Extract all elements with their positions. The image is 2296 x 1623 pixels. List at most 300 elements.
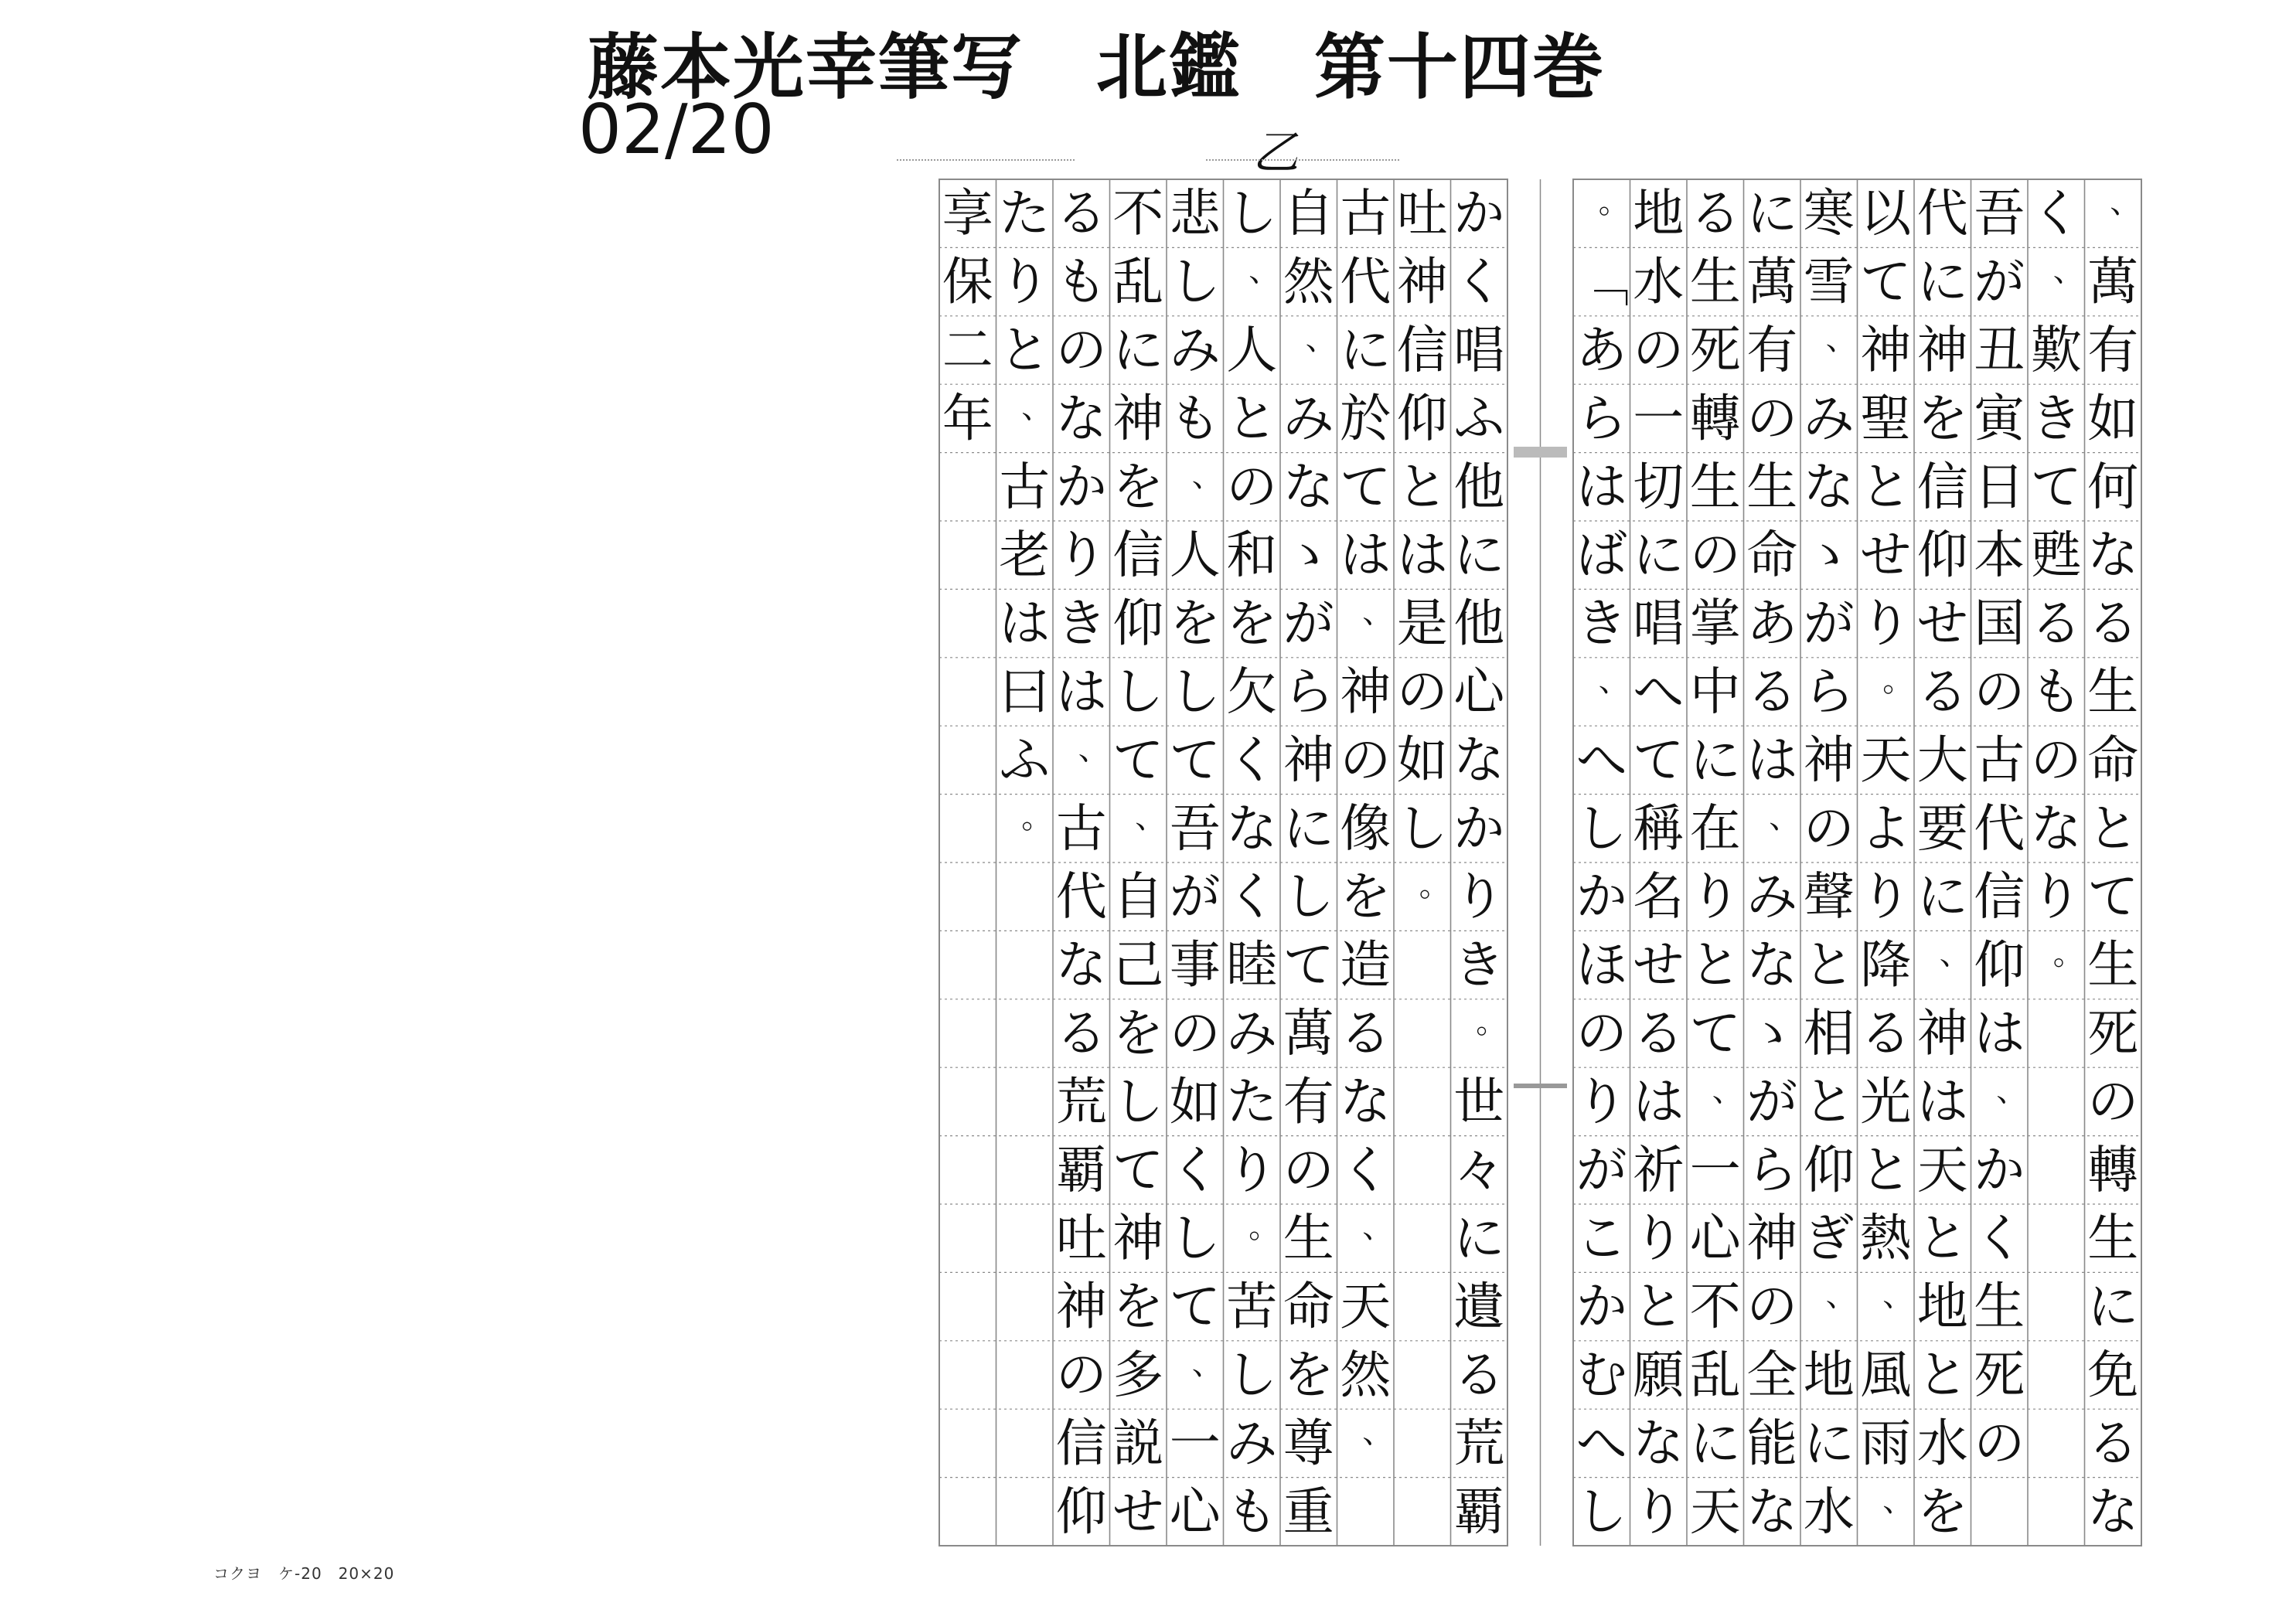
manuscript-char: を [1169,594,1221,654]
manuscript-char: 苦 [1226,1277,1278,1337]
manuscript-char: に [1916,252,1968,312]
manuscript-char: く [1169,1140,1221,1200]
manuscript-char: 免 [2087,1345,2139,1405]
manuscript-char: に [1746,183,1798,243]
manuscript-char: る [2030,594,2082,654]
manuscript-char: か [1974,1140,2025,1200]
manuscript-char: み [1283,388,1334,448]
manuscript-char: 萬 [2087,252,2139,312]
manuscript-char: 生 [1283,1208,1334,1268]
manuscript-char: 重 [1283,1482,1334,1542]
manuscript-char: 代 [1340,252,1392,312]
manuscript-char: く [1340,1140,1392,1200]
manuscript-char: ら [1803,662,1855,722]
manuscript-char: な [1055,935,1107,995]
manuscript-char: に [1689,1413,1741,1473]
manuscript-char: 祈 [1633,1140,1685,1200]
manuscript-char: 降 [1860,935,1912,995]
manuscript-char: 神 [1916,1003,1968,1063]
manuscript-char: を [1112,457,1164,517]
manuscript-char: の [1746,388,1798,448]
manuscript-char: 、 [1825,322,1857,357]
manuscript-char: 、 [1769,799,1800,835]
manuscript-char: 享 [942,183,993,243]
manuscript-char: は [1055,662,1107,722]
manuscript-char: た [999,183,1051,243]
manuscript-char: 神 [1340,662,1392,722]
manuscript-char: に [1283,798,1334,859]
manuscript-text [942,184,2141,1542]
manuscript-char: 有 [1283,1071,1334,1131]
manuscript-char: ふ [1453,388,1505,448]
manuscript-char: 欠 [1226,662,1278,722]
manuscript-char: か [1453,798,1505,859]
manuscript-char: 他 [1453,457,1505,517]
manuscript-char: 神 [1055,1277,1107,1337]
manuscript-char: 寒 [1803,183,1855,243]
manuscript-char: を [1916,1482,1968,1542]
manuscript-char: て [1689,1003,1741,1063]
manuscript-char: ゝ [1803,525,1855,585]
manuscript-char: せ [1112,1482,1164,1542]
manuscript-char: の [1633,320,1685,380]
manuscript-char: も [1226,1482,1278,1542]
manuscript-char: 聲 [1803,866,1855,927]
manuscript-char: た [1226,1071,1278,1131]
manuscript-char: 掌 [1689,594,1741,654]
manuscript-char: 信 [1974,866,2025,927]
manuscript-char: 造 [1340,935,1392,995]
manuscript-char: 仰 [1055,1482,1107,1542]
manuscript-char: に [1453,1208,1505,1268]
manuscript-char: 年 [942,388,993,448]
manuscript-char: あ [1746,594,1798,654]
manuscript-char: み [1226,1003,1278,1063]
manuscript-char: 、 [1882,1482,1914,1519]
manuscript-char: と [1860,1140,1912,1200]
manuscript-char: は [1916,1071,1968,1131]
manuscript-char: く [1226,866,1278,927]
manuscript-char: な [1746,935,1798,995]
manuscript-char: 己 [1112,935,1164,995]
manuscript-char: と [1803,935,1855,995]
manuscript-char: 有 [2087,320,2139,380]
manuscript-char: 熱 [1860,1208,1912,1268]
manuscript-char: も [1169,388,1221,448]
manuscript-char: 萬 [1746,252,1798,312]
manuscript-char: 何 [2087,457,2139,517]
manuscript-char: の [1340,730,1392,790]
manuscript-char: は [1633,1071,1685,1131]
manuscript-char: 雨 [1860,1413,1912,1473]
manuscript-char: な [1633,1413,1685,1473]
manuscript-char: 。 [1021,799,1053,835]
manuscript-char: り [999,252,1051,312]
manuscript-char: 日 [1974,457,2025,517]
manuscript-char: 代 [1055,866,1107,927]
manuscript-char: 神 [1283,730,1334,790]
manuscript-char: 寅 [1974,388,2025,448]
manuscript-char: 、 [2052,253,2084,289]
manuscript-char: 自 [1283,183,1334,243]
manuscript-char: 天 [1340,1277,1392,1337]
manuscript-char: 尊 [1283,1413,1334,1473]
manuscript-char: 、 [1712,1073,1743,1109]
manuscript-char: な [1453,730,1505,790]
manuscript-char: る [1633,1003,1685,1063]
manuscript-char: も [1055,252,1107,312]
manuscript-char: し [1169,252,1221,312]
manuscript-char: 如 [2087,388,2139,448]
manuscript-char: 、 [1248,253,1280,289]
manuscript-char: と [1689,935,1741,995]
manuscript-char: は [1746,730,1798,790]
manuscript-char: く [1453,252,1505,312]
manuscript-char: か [1453,183,1505,243]
manuscript-char: 。 [1476,1005,1507,1040]
manuscript-char: 然 [1283,252,1334,312]
manuscript-char: し [1169,1208,1221,1268]
manuscript-char: 多 [1112,1345,1164,1405]
manuscript-char: 大 [1916,730,1968,790]
manuscript-char: と [2087,798,2139,859]
manuscript-char: 信 [1396,320,1448,380]
manuscript-char: 願 [1633,1345,1685,1405]
manuscript-char: と [1396,457,1448,517]
spine-mark [1514,1084,1567,1088]
manuscript-char: 、 [1135,799,1167,835]
manuscript-char: 歎 [2030,320,2082,380]
manuscript-char: な [2087,525,2139,585]
manuscript-char: 全 [1746,1345,1798,1405]
manuscript-char: 、 [1305,322,1337,357]
manuscript-char: し [1169,662,1221,722]
manuscript-char: 不 [1112,183,1164,243]
manuscript-char: 、 [1191,1346,1223,1382]
page-mark: 乙 [1252,126,1299,180]
manuscript-char: る [1689,183,1741,243]
manuscript-char: あ [1576,320,1627,380]
manuscript-char: し [1576,798,1627,859]
manuscript-char: し [1226,183,1278,243]
manuscript-char: 代 [1916,183,1968,243]
manuscript-char: 在 [1689,798,1741,859]
manuscript-char: り [1633,1482,1685,1542]
manuscript-char: り [1860,866,1912,927]
manuscript-char: が [1169,866,1221,927]
manuscript-char: し [1226,1345,1278,1405]
manuscript-char: 生 [2087,662,2139,722]
manuscript-char: は [1576,457,1627,517]
manuscript-char: 風 [1860,1345,1912,1405]
manuscript-char: て [1633,730,1685,790]
manuscript-char: に [1916,866,1968,927]
manuscript-char: 聖 [1860,388,1912,448]
manuscript-char: 命 [2087,730,2139,790]
manuscript-char: せ [1633,935,1685,995]
manuscript-char: 相 [1803,1003,1855,1063]
manuscript-char: 生 [2087,935,2139,995]
manuscript-char: り [1633,1208,1685,1268]
manuscript-char: 地 [1633,183,1685,243]
manuscript-char: 事 [1169,935,1221,995]
manuscript-char: 、 [1362,1210,1394,1246]
manuscript-char: 然 [1340,1345,1392,1405]
manuscript-char: し [1112,662,1164,722]
manuscript-char: り [1576,1071,1627,1131]
manuscript-char: な [2087,1482,2139,1542]
manuscript-char: 轉 [1689,388,1741,448]
manuscript-char: 仰 [1396,388,1448,448]
manuscript-char: 神 [1112,1208,1164,1268]
manuscript-char: の [1576,1003,1627,1063]
manuscript-char: の [1746,1277,1798,1337]
manuscript-char: も [2030,662,2082,722]
spine-mark [1514,447,1567,458]
date-label: 02/20 [578,90,775,169]
manuscript-char: な [1283,457,1334,517]
manuscript-char: 他 [1453,594,1505,654]
manuscript-char: 悲 [1169,183,1221,243]
manuscript-char: 稱 [1633,798,1685,859]
manuscript-char: 吾 [1974,183,2025,243]
manuscript-char: ゝ [1746,1003,1798,1063]
manuscript-char: 一 [1169,1413,1221,1473]
genkou-grid [939,179,2141,1546]
manuscript-char: 人 [1169,525,1221,585]
manuscript-char: は [1396,525,1448,585]
manuscript-char: せ [1916,594,1968,654]
manuscript-char: り [1689,866,1741,927]
manuscript-char: 如 [1396,730,1448,790]
manuscript-char: の [1803,798,1855,859]
manuscript-char: と [999,320,1051,380]
manuscript-char: 曰 [999,662,1051,722]
manuscript-char: と [1916,1208,1968,1268]
manuscript-char: は [1340,525,1392,585]
manuscript-char: か [1576,866,1627,927]
manuscript-char: 命 [1746,525,1798,585]
manuscript-char: 代 [1974,798,2025,859]
manuscript-char: 一 [1689,1140,1741,1200]
manuscript-char: に [1453,525,1505,585]
manuscript-char: 甦 [2030,525,2082,585]
manuscript-char: き [1453,935,1505,995]
manuscript-char: は [999,594,1051,654]
manuscript-char: と [1226,388,1278,448]
manuscript-char: 、 [1362,1414,1394,1451]
manuscript-char: 本 [1974,525,2025,585]
manuscript-char: 生 [1689,457,1741,517]
manuscript-char: 自 [1112,866,1164,927]
manuscript-char: 世 [1453,1071,1505,1131]
manuscript-char: 説 [1112,1413,1164,1473]
manuscript-char: る [2087,1413,2139,1473]
manuscript-char: が [1576,1140,1627,1200]
manuscript-char: な [1340,1071,1392,1131]
manuscript-char: み [1169,320,1221,380]
manuscript-char: し [1396,798,1448,859]
manuscript-char: 古 [999,457,1051,517]
manuscript-char: に [1803,1413,1855,1473]
manuscript-char: の [1169,1003,1221,1063]
manuscript-char: 荒 [1453,1413,1505,1473]
manuscript-char: 、 [1882,1278,1914,1314]
manuscript-char: 神 [1803,730,1855,790]
manuscript-char: 有 [1746,320,1798,380]
manuscript-char: 二 [942,320,993,380]
manuscript-char: 一 [1633,388,1685,448]
manuscript-char: 如 [1169,1071,1221,1131]
manuscript-char: 吐 [1396,183,1448,243]
manuscript-char: 睦 [1226,935,1278,995]
manuscript-char: 生 [1746,457,1798,517]
manuscript-char: に [1340,320,1392,380]
manuscript-char: 々 [1453,1140,1505,1200]
manuscript-char: ふ [999,730,1051,790]
manuscript-char: の [1689,525,1741,585]
manuscript-char: 水 [1916,1413,1968,1473]
manuscript-char: 古 [1974,730,2025,790]
manuscript-char: 天 [1689,1482,1741,1542]
manuscript-char: 命 [1283,1277,1334,1337]
manuscript-char: て [1860,252,1912,312]
manuscript-char: に [1112,320,1164,380]
manuscript-char: の [1974,1413,2025,1473]
manuscript-char: 神 [1746,1208,1798,1268]
manuscript-char: の [1055,1345,1107,1405]
manuscript-char: の [1396,662,1448,722]
manuscript-char: ら [1283,662,1334,722]
manuscript-char: 仰 [1916,525,1968,585]
manuscript-char: 切 [1633,457,1685,517]
manuscript-char: 雪 [1803,252,1855,312]
manuscript-char: 、 [1598,663,1630,699]
manuscript-char: を [1112,1277,1164,1337]
manuscript-char: り [1055,525,1107,585]
manuscript-char: き [2030,388,2082,448]
manuscript-char: 神 [1860,320,1912,380]
manuscript-char: て [1112,1140,1164,1200]
manuscript-char: 死 [2087,1003,2139,1063]
manuscript-char: て [1112,730,1164,790]
manuscript-char: 遺 [1453,1277,1505,1337]
manuscript-char: 要 [1916,798,1968,859]
manuscript-char: 生 [1974,1277,2025,1337]
manuscript-char: り [2030,866,2082,927]
manuscript-char: て [1340,457,1392,517]
manuscript-char: な [1803,457,1855,517]
manuscript-char: 覇 [1453,1482,1505,1542]
manuscript-char: て [1283,935,1334,995]
manuscript-char: 保 [942,252,993,312]
manuscript-char: の [1974,662,2025,722]
manuscript-char: る [1055,1003,1107,1063]
manuscript-char: 吐 [1055,1208,1107,1268]
manuscript-char: 国 [1974,594,2025,654]
manuscript-char: こ [1576,1208,1627,1268]
manuscript-char: 轉 [2087,1140,2139,1200]
manuscript-char: が [1746,1071,1798,1131]
manuscript-char: 光 [1860,1071,1912,1131]
manuscript-char: る [2087,594,2139,654]
manuscript-char: 仰 [1974,935,2025,995]
manuscript-char: 吾 [1169,798,1221,859]
manuscript-char: ら [1576,388,1627,448]
manuscript-char: て [2087,866,2139,927]
manuscript-char: 老 [999,525,1051,585]
manuscript-char: か [1576,1277,1627,1337]
manuscript-char: く [1974,1208,2025,1268]
manuscript-char: て [1169,730,1221,790]
manuscript-char: 古 [1340,183,1392,243]
manuscript-char: 、 [1078,731,1109,767]
manuscript-char: へ [1576,1413,1627,1473]
manuscript-char: 以 [1860,183,1912,243]
manuscript-char: 信 [1916,457,1968,517]
manuscript-char: ら [1746,1140,1798,1200]
manuscript-char: 覇 [1055,1140,1107,1200]
manuscript-char: 死 [1689,320,1741,380]
manuscript-char: か [1055,457,1107,517]
manuscript-char: る [1860,1003,1912,1063]
manuscript-char: 信 [1055,1413,1107,1473]
manuscript-char: な [1746,1482,1798,1542]
manuscript-char: 唱 [1453,320,1505,380]
manuscript-char: 唱 [1633,594,1685,654]
manuscript-char: り [1226,1140,1278,1200]
manuscript-char: る [1746,662,1798,722]
manuscript-char: の [1226,457,1278,517]
manuscript-char: 、 [1362,594,1394,631]
manuscript-char: 地 [1803,1345,1855,1405]
manuscript-char: 能 [1746,1413,1798,1473]
manuscript-char: 心 [1169,1482,1221,1542]
manuscript-char: が [1283,594,1334,654]
manuscript-char: を [1916,388,1968,448]
manuscript-char: 名 [1633,866,1685,927]
manuscript-char: 於 [1340,388,1392,448]
manuscript-char: 人 [1226,320,1278,380]
manuscript-char: に [1633,525,1685,585]
manuscript-char: み [1746,866,1798,927]
manuscript-char: と [1803,1071,1855,1131]
manuscript-char: 心 [1689,1208,1741,1268]
manuscript-char: し [1112,1071,1164,1131]
manuscript-char: 。 [2052,936,2084,972]
manuscript-char: 、 [1825,1278,1857,1314]
manuscript-char: 。 [1248,1210,1280,1246]
manuscript-char: ば [1576,525,1627,585]
manuscript-char: 神 [1396,252,1448,312]
manuscript-char: を [1283,1345,1334,1405]
manuscript-char: に [2087,1277,2139,1337]
manuscript-char: へ [1633,662,1685,722]
manuscript-char: 水 [1803,1482,1855,1542]
manuscript-char: き [1576,594,1627,654]
manuscript-char: る [1055,183,1107,243]
manuscript-char: し [1576,1482,1627,1542]
manuscript-char: 中 [1689,662,1741,722]
manuscript-char: な [1055,388,1107,448]
manuscript-char: が [1974,252,2025,312]
manuscript-char: 天 [1860,730,1912,790]
manuscript-char: 心 [1453,662,1505,722]
manuscript-char: く [2030,183,2082,243]
paper-footer: コクヨ ケ-20 20×20 [213,1564,395,1583]
manuscript-char: て [2030,457,2082,517]
manuscript-char: む [1576,1345,1627,1405]
